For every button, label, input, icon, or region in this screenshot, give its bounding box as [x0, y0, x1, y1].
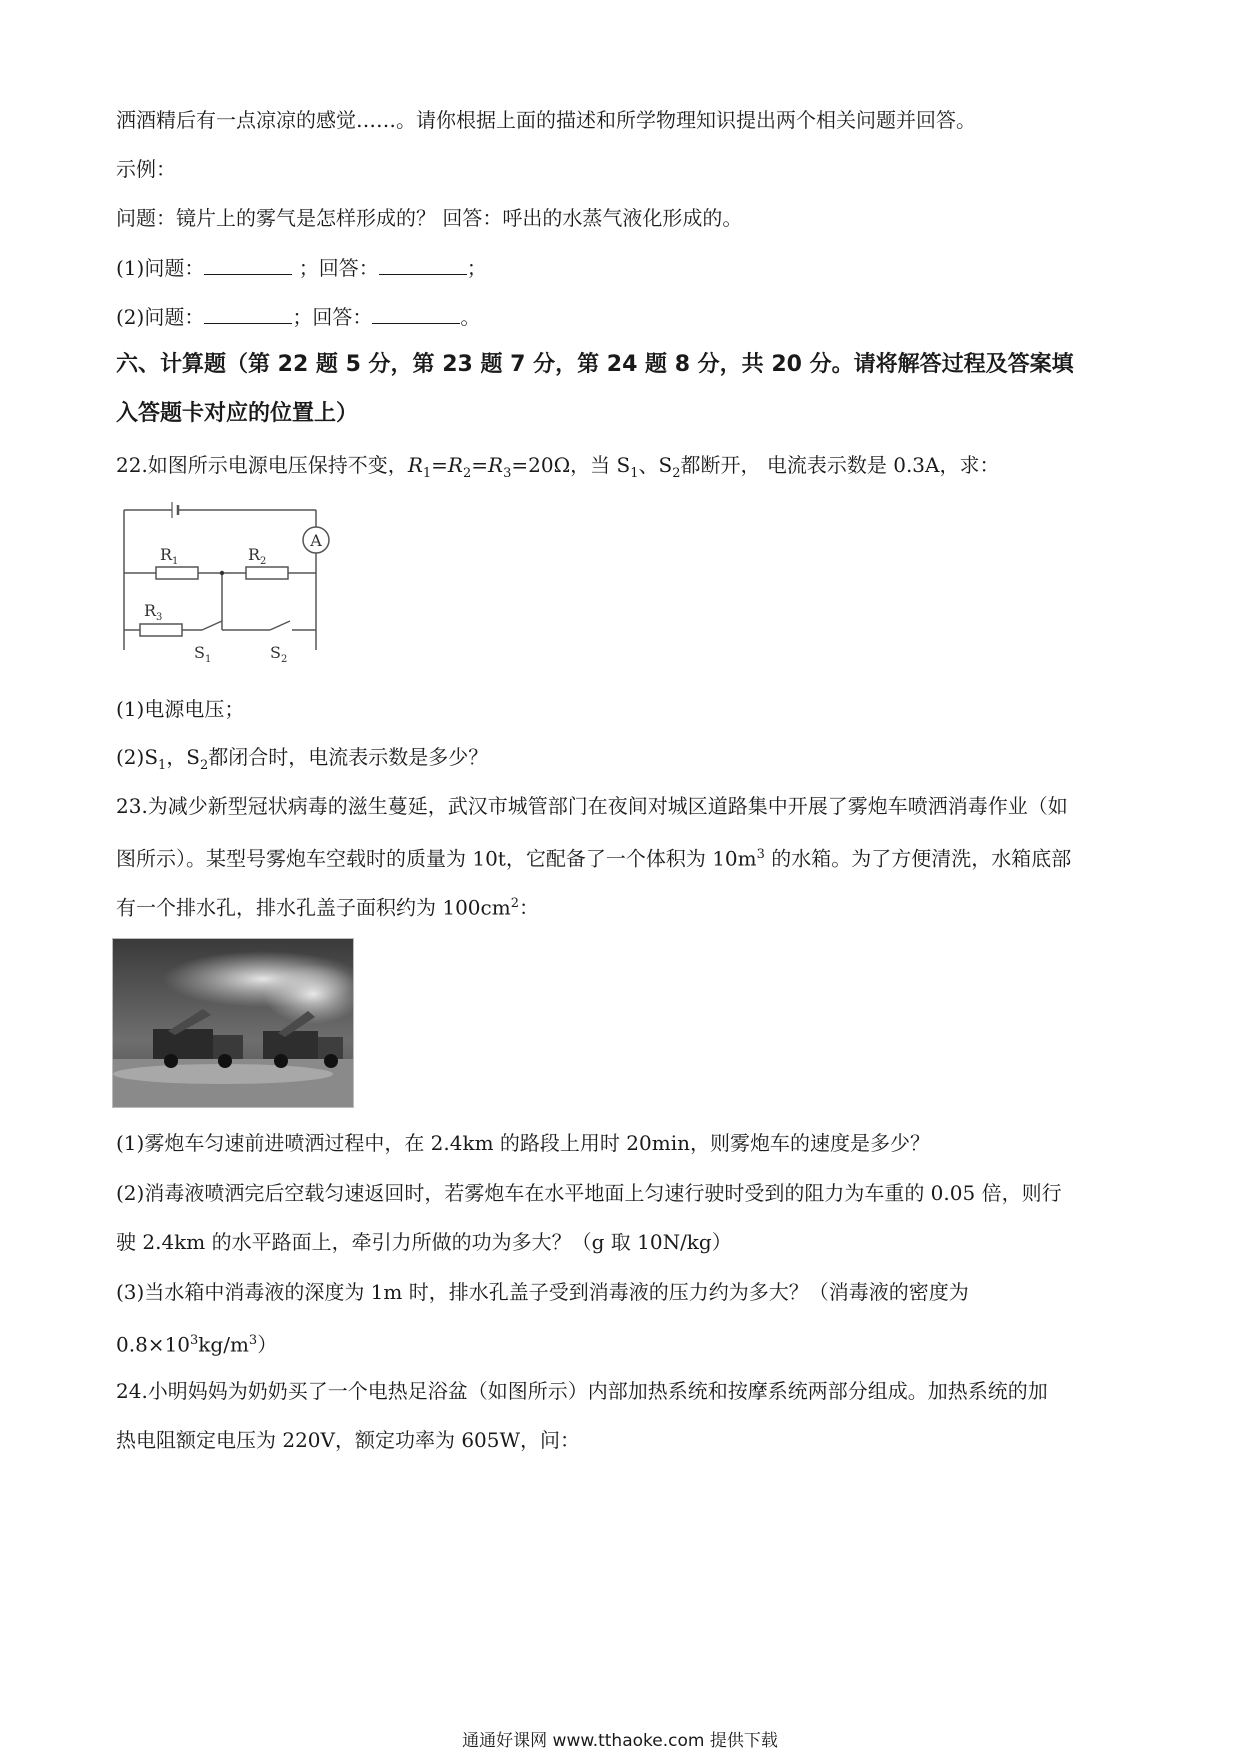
answer-blank[interactable]: [372, 305, 460, 324]
section-heading-line-1: 六、计算题（第 22 题 5 分，第 23 题 7 分，第 24 题 8 分，共 20 分。请将解答过程及答案填: [116, 352, 1074, 377]
question-1-row: (1)问题： ；回答： ；: [116, 256, 487, 280]
s2-label: $S_2$: [270, 643, 288, 665]
question-22-part-2: $(2)S_1$，$S_2$都闭合时，电流表示数是多少？: [116, 745, 489, 773]
fog-cannon-truck-photo: [112, 938, 354, 1108]
example-qa: 问题：镜片上的雾气是怎样形成的？ 回答：呼出的水蒸气液化形成的。: [116, 206, 743, 230]
question-23-part-2-line-1: (2)消毒液喷洒完后空载匀速返回时，若雾炮车在水平地面上匀速行驶时受到的阻力为车重的 0.05 倍，则行: [116, 1181, 1062, 1205]
question-23-part-1: (1)雾炮车匀速前进喷洒过程中，在 2.4km 的路段上用时 20min，则雾炮车的速度是多少？: [116, 1131, 930, 1155]
circuit-diagram: [110, 500, 345, 670]
answer-blank[interactable]: [379, 256, 467, 275]
question-22-part-1: (1)电源电压；: [116, 697, 245, 721]
question-23-part-3-line-2: $0.8\times 10^3kg/m^3$）: [116, 1332, 278, 1357]
question-22-stem: 22.如图所示电源电压保持不变，$R_1=R_2=R_3=20\Omega$，当 $S_1$、$S_2$都断开， 电流表示数是 0.3A，求：: [116, 453, 1000, 481]
r3-label: $R_3$: [144, 601, 163, 623]
r2-label: $R_2$: [248, 545, 267, 567]
r1-label: $R_1$: [160, 545, 179, 567]
answer-blank[interactable]: [204, 305, 292, 324]
page-footer: 通通好课网 www.tthaoke.com 提供下载: [462, 1731, 778, 1751]
question-2-row: (2)问题： ；回答： 。: [116, 305, 481, 329]
answer-blank[interactable]: [204, 256, 292, 275]
question-23-part-2-line-2: 驶 2.4km 的水平路面上，牵引力所做的功为多大？（g 取 10N/kg）: [116, 1230, 732, 1254]
question-24-line-1: 24.小明妈妈为奶奶买了一个电热足浴盆（如图所示）内部加热系统和按摩系统两部分组成。加热系统的加: [116, 1379, 1048, 1403]
s1-label: $S_1$: [194, 643, 212, 665]
text-line-1: 洒酒精后有一点凉凉的感觉……。请你根据上面的描述和所学物理知识提出两个相关问题并回答。: [116, 108, 976, 132]
question-23-line-2: 图所示）。某型号雾炮车空载时的质量为 10t，它配备了一个体积为 $10m^3$ 的水箱。为了方便清洗，水箱底部: [116, 846, 1072, 871]
question-24-line-2: 热电阻额定电压为 220V，额定功率为 605W，问：: [116, 1428, 581, 1452]
section-heading-line-2: 入答题卡对应的位置上）: [116, 401, 359, 426]
question-23-part-3-line-1: (3)当水箱中消毒液的深度为 1m 时，排水孔盖子受到消毒液的压力约为多大？（消毒液的密度为: [116, 1280, 969, 1304]
example-label: 示例：: [116, 157, 176, 181]
ammeter-label: A: [310, 531, 322, 550]
question-23-line-3: 有一个排水孔，排水孔盖子面积约为 $100cm^2$：: [116, 895, 539, 920]
junction-dot: [220, 571, 224, 575]
question-23-line-1: 23.为减少新型冠状病毒的滋生蔓延，武汉市城管部门在夜间对城区道路集中开展了雾炮车喷洒消毒作业（如: [116, 794, 1068, 818]
